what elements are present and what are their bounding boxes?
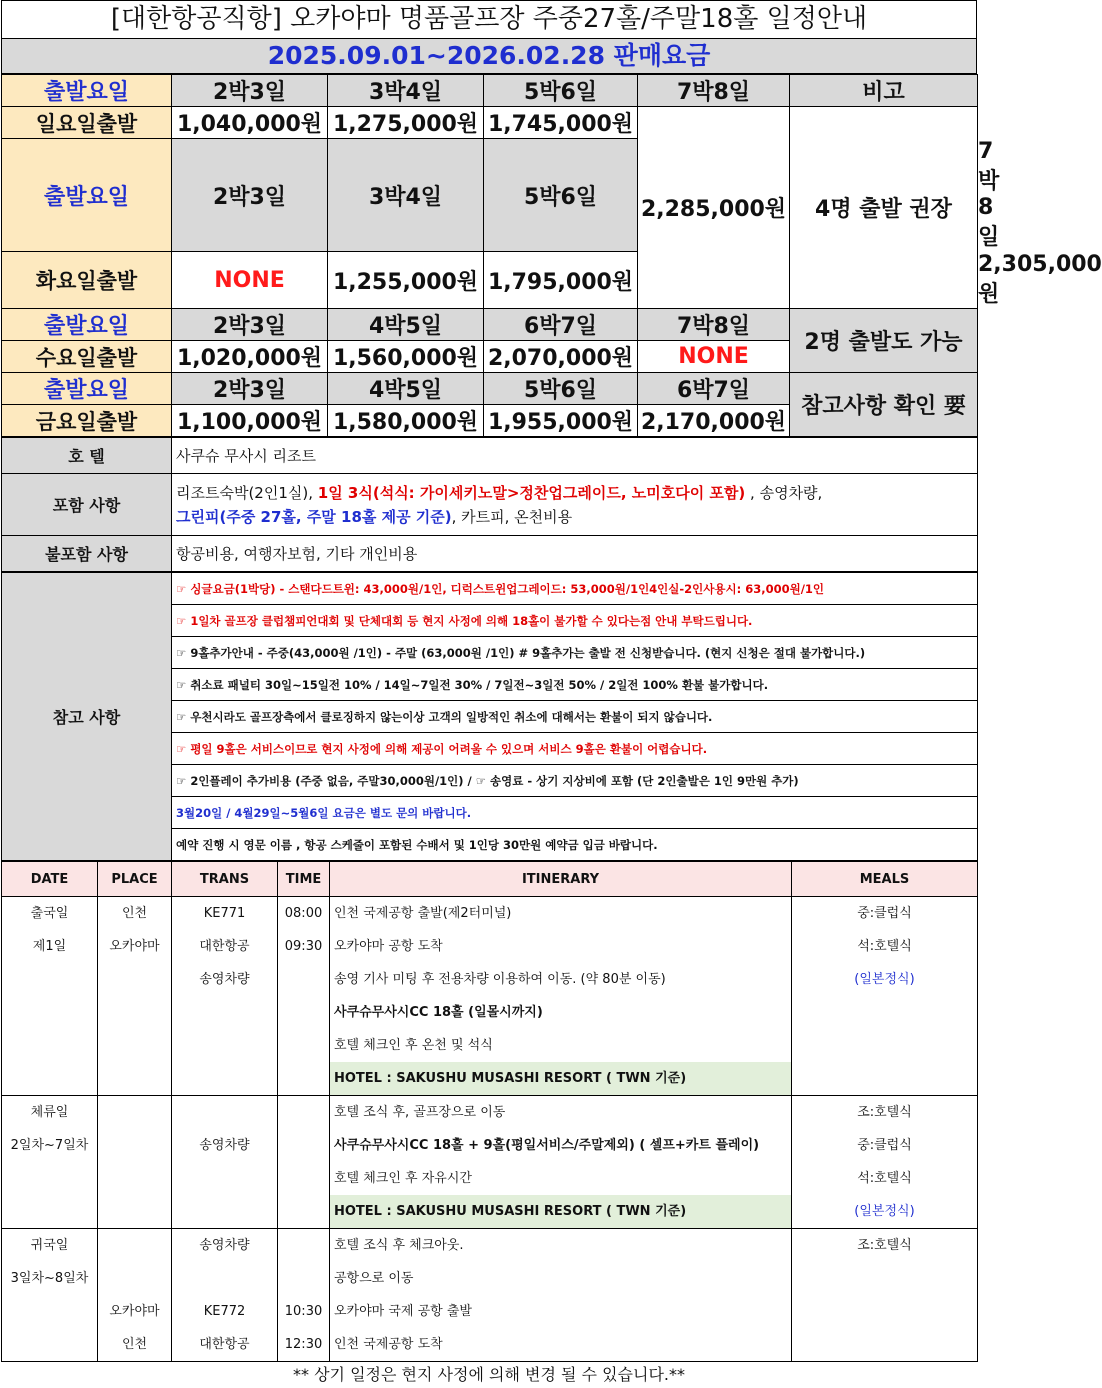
place-text: 인천 (121, 906, 148, 921)
meals-cell (792, 1096, 978, 1229)
date-cell (2, 1096, 98, 1229)
date-text: 3일차~8일차 (10, 1271, 89, 1286)
price-cell: 2,170,000원 (638, 405, 790, 437)
trans-text (172, 1029, 277, 1062)
place-text (98, 1262, 171, 1295)
time-text: 09:30 (284, 939, 323, 954)
price-note: 2명 출발도 가능 (790, 309, 978, 373)
meal-text (792, 1262, 977, 1295)
trans-text (172, 996, 277, 1029)
trans-text (172, 1096, 277, 1129)
itinerary-col-header: ITINERARY (330, 862, 792, 897)
note-header: 비고 (790, 75, 978, 107)
itinerary-text: 호텔 체크인 후 온천 및 석식 (334, 1038, 493, 1053)
meal-text (792, 996, 977, 1029)
itinerary-cell (330, 897, 792, 1096)
hotel-label: 호 텔 (2, 438, 172, 474)
depart-day-header: 출발요일 (2, 139, 172, 252)
duration-header: 5박6일 (484, 75, 638, 107)
itinerary-col-header: TIME (278, 862, 330, 897)
included-label: 포함 사항 (2, 474, 172, 536)
meal-text (792, 1029, 977, 1062)
included-text-1b: 1일 3식(석식: 가이세키노말>정찬업그레이드, 노미호다이 포함) (317, 483, 746, 502)
time-text: 10:30 (284, 1304, 323, 1319)
price-cell: 2,070,000원 (484, 341, 638, 373)
place-text (98, 1029, 171, 1062)
note-item: ☞ 우천시라도 골프장측에서 클로징하지 않는이상 고객의 일방적인 취소에 대해서는 환불이 되지 않습니다. (172, 701, 978, 733)
meal-text: 조:호텔식 (857, 1238, 912, 1253)
time-text (278, 1195, 329, 1228)
itinerary-text: 호텔 조식 후 체크아웃. (334, 1238, 464, 1253)
duration-header: 6박7일 (638, 373, 790, 405)
date-cell (2, 1229, 98, 1362)
place-text (98, 1162, 171, 1195)
time-text (278, 1262, 329, 1295)
price-cell: 1,745,000원 (484, 107, 638, 139)
duration-header: 4박5일 (328, 373, 484, 405)
price-cell: 1,040,000원 (172, 107, 328, 139)
meal-text: 중:클럽식 (857, 1138, 912, 1153)
note-item: 예약 진행 시 영문 이름 , 항공 스케줄이 포함된 수배서 및 1인당 30만원 예약금 입금 바랍니다. (172, 829, 978, 861)
price-cell: 1,955,000원 (484, 405, 638, 437)
date-text: 제1일 (32, 939, 67, 954)
trans-cell (172, 897, 278, 1096)
price-note: 참고사항 확인 要 (790, 373, 978, 437)
price-cell: NONE (638, 341, 790, 373)
date-text: 출국일 (30, 906, 69, 921)
place-text: 오카야마 (109, 939, 160, 954)
duration-header: 2박3일 (172, 309, 328, 341)
time-text (278, 1029, 329, 1062)
itinerary-table (1, 861, 978, 1362)
place-text (98, 1062, 171, 1095)
duration-header: 2박3일 (172, 373, 328, 405)
notes-label: 참고 사항 (2, 573, 172, 861)
time-cell (278, 1229, 330, 1362)
time-text (278, 1096, 329, 1129)
time-text (278, 1229, 329, 1262)
duration-header: 5박6일 (484, 373, 638, 405)
trans-cell (172, 1096, 278, 1229)
place-text (98, 963, 171, 996)
price-row: 화요일출발 NONE 1,255,000원 1,795,000원 2,305,000원 (2, 252, 978, 309)
meal-text: (일본정식) (854, 1204, 915, 1219)
itinerary-text: 인천 국제공항 출발(제2터미널) (334, 906, 512, 921)
duration-header: 3박4일 (328, 75, 484, 107)
itinerary-text: 사쿠슈무사시CC 18홀 + 9홀(평일서비스/주말제외) ( 셀프+카트 플레이) (334, 1138, 760, 1153)
itinerary-text: HOTEL : SAKUSHU MUSASHI RESORT ( TWN 기준) (330, 1062, 791, 1095)
meals-cell (792, 897, 978, 1096)
page-title: [대한항공직항] 오카야마 명품골프장 주중27홀/주말18홀 일정안내 (1, 0, 977, 38)
itinerary-text: 오카야마 공항 도착 (334, 939, 443, 954)
itinerary-cell (330, 1096, 792, 1229)
itinerary-text: HOTEL : SAKUSHU MUSASHI RESORT ( TWN 기준) (330, 1195, 791, 1228)
itinerary-col-header: MEALS (792, 862, 978, 897)
trans-text (172, 1195, 277, 1228)
time-text (278, 1062, 329, 1095)
place-cell (98, 897, 172, 1096)
trans-text: 송영차량 (199, 972, 250, 987)
place-text (98, 1096, 171, 1129)
date-text: 2일차~7일차 (10, 1138, 89, 1153)
price-cell: 1,255,000원 (328, 252, 484, 309)
price-cell: NONE (172, 252, 328, 309)
price-header-row (2, 373, 978, 405)
place-text: 오카야마 (109, 1304, 160, 1319)
time-text (278, 1162, 329, 1195)
meal-text (792, 1295, 977, 1328)
price-header-row: 출발요일 2박3일 3박4일 5박6일 7박8일 (2, 139, 978, 252)
time-text: 12:30 (284, 1337, 323, 1352)
price-header-row (2, 75, 978, 107)
page (1, 0, 1102, 1388)
note-item: ☞ 취소료 패널티 30일~15일전 10% / 14일~7일전 30% / 7일전~3일전 50% / 2일전 100% 환불 불가합니다. (172, 669, 978, 701)
price-cell: 1,100,000원 (172, 405, 328, 437)
itinerary-day (2, 1229, 978, 1362)
depart-day-header: 출발요일 (2, 373, 172, 405)
place-text (98, 996, 171, 1029)
meal-text: 석:호텔식 (857, 939, 912, 954)
trans-text: 대한항공 (199, 1337, 250, 1352)
trans-cell (172, 1229, 278, 1362)
note-item: ☞ 9홀추가안내 - 주중(43,000원 /1인) - 주말 (63,000원 /1인) # 9홀추가는 출발 전 신청받습니다. (현지 신청은 절대 불가합니다.) (172, 637, 978, 669)
duration-header: 2박3일 (172, 75, 328, 107)
depart-day-header: 출발요일 (2, 309, 172, 341)
itinerary-text: 송영 기사 미팅 후 전용차량 이용하여 이동. (약 80분 이동) (334, 972, 666, 987)
duration-header: 7박8일 (638, 309, 790, 341)
price-cell: 2,285,000원 (638, 107, 790, 309)
duration-header: 2박3일 (172, 139, 328, 252)
itinerary-text: 사쿠슈무사시CC 18홀 (일몰시까지) (334, 1005, 543, 1020)
time-text (278, 1129, 329, 1162)
price-cell: 1,580,000원 (328, 405, 484, 437)
itinerary-col-header: DATE (2, 862, 98, 897)
itinerary-text: 호텔 체크인 후 자유시간 (334, 1171, 472, 1186)
note-item: ☞ 싱글요금(1박당) - 스탠다드트윈: 43,000원/1인, 디럭스트윈업그레이드: 53,000원/1인4인실-2인사용시: 63,000원/1인 (172, 573, 978, 605)
time-cell (278, 897, 330, 1096)
meal-text: 석:호텔식 (857, 1171, 912, 1186)
trans-text: KE771 (203, 906, 246, 921)
included-text-2a: 그린피(주중 27홀, 주말 18홀 제공 기준) (176, 507, 452, 526)
duration-header: 4박5일 (328, 309, 484, 341)
itinerary-text: 호텔 조식 후, 골프장으로 이동 (334, 1105, 506, 1120)
info-table (1, 437, 978, 572)
itinerary-text: 인천 국제공항 도착 (334, 1337, 443, 1352)
price-cell: 1,275,000원 (328, 107, 484, 139)
itinerary-day (2, 1096, 978, 1229)
date-text: 귀국일 (30, 1238, 69, 1253)
time-text (278, 963, 329, 996)
footer-note: ** 상기 일정은 현지 사정에 의해 변경 될 수 있습니다.** (293, 1365, 685, 1384)
note-item: 3월20일 / 4월29일~5월6일 요금은 별도 문의 바랍니다. (172, 797, 978, 829)
included-text-1c: , 송영차량, (745, 483, 823, 502)
trans-text (172, 1262, 277, 1295)
place-text (98, 1229, 171, 1262)
time-cell (278, 1096, 330, 1229)
meal-text: (일본정식) (854, 972, 915, 987)
meal-text (792, 1328, 977, 1361)
trans-text (172, 1062, 277, 1095)
note-item: ☞ 평일 9홀은 서비스이므로 현지 사정에 의해 제공이 어려울 수 있으며 서비스 9홀은 환불이 어렵습니다. (172, 733, 978, 765)
price-note: 4명 출발 권장 (790, 107, 978, 309)
place-cell (98, 1229, 172, 1362)
depart-day-label: 화요일출발 (2, 252, 172, 309)
trans-text: 대한항공 (199, 939, 250, 954)
meals-cell (792, 1229, 978, 1362)
trans-text: KE772 (203, 1304, 246, 1319)
depart-day-label: 수요일출발 (2, 341, 172, 373)
itinerary-text: 오카야마 국제 공항 출발 (334, 1304, 472, 1319)
depart-day-label: 일요일출발 (2, 107, 172, 139)
sale-period: 2025.09.01~2026.02.28 판매요금 (1, 38, 977, 74)
itinerary-col-header: TRANS (172, 862, 278, 897)
depart-day-label: 금요일출발 (2, 405, 172, 437)
price-cell: 1,020,000원 (172, 341, 328, 373)
trans-text: 송영차량 (199, 1138, 250, 1153)
place-text (98, 1195, 171, 1228)
note-item: ☞ 2인플레이 추가비용 (주중 없음, 주말30,000원/1인) / ☞ 송영료 - 상기 지상비에 포함 (단 2인출발은 1인 9만원 추가) (172, 765, 978, 797)
time-text (278, 996, 329, 1029)
itinerary-col-header: PLACE (98, 862, 172, 897)
price-cell: 1,560,000원 (328, 341, 484, 373)
itinerary-day (2, 897, 978, 1096)
meal-text: 중:클럽식 (857, 906, 912, 921)
price-cell: 1,795,000원 (484, 252, 638, 309)
trans-text: 송영차량 (199, 1238, 250, 1253)
itinerary-text: 공항으로 이동 (334, 1271, 414, 1286)
meal-text (792, 1062, 977, 1095)
included-text-2b: , 카트피, 온천비용 (451, 507, 573, 526)
included-text-1a: 리조트숙박(2인1실), (176, 483, 318, 502)
date-cell (2, 897, 98, 1096)
depart-day-header: 출발요일 (2, 75, 172, 107)
duration-header: 3박4일 (328, 139, 484, 252)
note-item: ☞ 1일차 골프장 클럽챔피언대회 및 단체대회 등 현지 사정에 의해 18홀이 불가할 수 있다는점 안내 부탁드립니다. (172, 605, 978, 637)
included-value (172, 474, 978, 536)
date-text: 체류일 (30, 1105, 69, 1120)
note-row (2, 573, 978, 605)
price-row (2, 107, 978, 139)
duration-header: 5박6일 (484, 139, 638, 252)
duration-header: 7박8일 (638, 75, 790, 107)
itinerary-cell (330, 1229, 792, 1362)
time-text: 08:00 (284, 906, 323, 921)
excluded-label: 불포함 사항 (2, 536, 172, 572)
duration-header: 6박7일 (484, 309, 638, 341)
place-text (98, 1129, 171, 1162)
place-text: 인천 (121, 1337, 148, 1352)
price-header-row (2, 309, 978, 341)
price-table (1, 74, 1102, 437)
place-cell (98, 1096, 172, 1229)
excluded-value: 항공비용, 여행자보험, 기타 개인비용 (172, 536, 978, 572)
meal-text: 조:호텔식 (857, 1105, 912, 1120)
trans-text (172, 1162, 277, 1195)
hotel-value: 사쿠슈 무사시 리조트 (172, 438, 978, 474)
notes-table (1, 572, 978, 861)
